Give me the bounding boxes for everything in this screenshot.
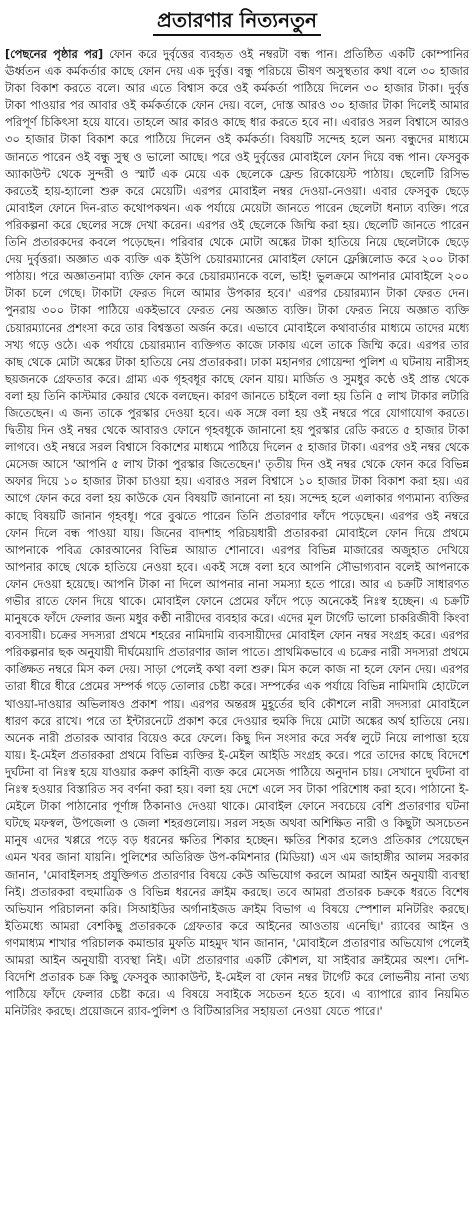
- headline: প্রতারণার নিত্যনতুন: [153, 8, 321, 36]
- headline-block: [5, 4, 469, 36]
- continued-from-kicker: [পেছনের পৃষ্ঠার পর]: [5, 48, 104, 61]
- body-paragraph: [5, 46, 469, 1020]
- body-text: ফোন করে দুর্বৃত্তের ব্যবহৃত ওই নম্বরটা বন্ধ পান। প্রতিষ্ঠিত একটি কোম্পানির ঊর্ধ্বতন এক কর্মকর্তার কাছে ফোন দেয় এক দুর্বৃত্ত। বন্ধু পরিচয়ে ভীষণ অসুস্থতার কথা বলে ৩০ হাজার টাকা বিকাশ করতে বলে। আর এতে বিশ্বাস করে ওই কর্মকর্তা পাঠিয়ে দিলেন ৩০ হাজার টাকা। দুর্বৃত্ত টাকা পাওয়ার পর আবার ওই কর্মকর্তাকে ফোন দেয়। বলে, দোস্ত আরও ৩০ হাজার টাকা দিলেই আমার পরিপূর্ণ চিকিৎসা হয়ে যাবে। তাহলে আর কারও কাছে ধার করতে হবে না। এবারও সরল বিশ্বাসে আরও ৩০ হাজার টাকা বিকাশ করে পাঠিয়ে দিলেন ওই কর্মকর্তা। বিষয়টি সন্দেহ হলে অন্য বন্ধুদের মাধ্যমে জানতে পারেন ওই বন্ধু সুস্থ ও ভালো আছে। পরে ওই দুর্বৃত্তের মোবাইলে ফোন দিয়ে বন্ধ পান। ফেসবুক অ্যাকাউন্ট থেকে সুন্দরী ও স্মার্ট এক মেয়ে এক ছেলেকে ফ্রেন্ড রিকোয়েস্ট পাঠায়। ছেলেটি রিসিভ করতেই হায়-হ্যালো শুরু করে মেয়েটি। এরপর মোবাইল নম্বর দেওয়া-নেওয়া। এবার ফেসবুক ছেড়ে মোবাইল ফোনে দিন-রাত কথোপকথন। এক পর্যায়ে মেয়েটা জানতে পারেন ছেলেটা ধনাঢ্য ব্যক্তি। পরে পরিকল্পনা করে ছেলের সঙ্গে দেখা করেন। এরপর ওই ছেলেকে জিম্মি করা হয়। ছেলেটি জানতে পারেন তিনি প্রতারকদের কবলে পড়েছেন। পরিবার থেকে মোটা অঙ্কের টাকা হাতিয়ে নিয়ে ছেলেটাকে ছেড়ে দেয় দুর্বৃত্তরা। অজ্ঞাত এক ব্যক্তি এক ইউপি চেয়ারম্যানের মোবাইল ফোনে ফ্লেক্সিলোড করে ২০০ টাকা পাঠায়। পরে অজ্ঞাতনামা ব্যক্তি ফোন করে চেয়ারম্যানকে বলে, ভাই! ভুলক্রমে আপনার মোবাইলে ২০০ টাকা চলে গেছে। টাকাটা ফেরত দিলে আমার উপকার হবে।' এরপর চেয়ারম্যান টাকা ফেরত দেন। পুনরায় ৩০০ টাকা পাঠিয়ে একইভাবে ফেরত নেয় অজ্ঞাত ব্যক্তি। টাকা ফেরত নিয়ে অজ্ঞাত ব্যক্তি চেয়ারম্যানের প্রশংসা করে তার বিশ্বস্ততা অর্জন করে। এভাবে মোবাইলে কথাবার্তার মাধ্যমে তাদের মধ্যে সখ্য গড়ে ওঠে। এক পর্যায়ে চেয়ারম্যান ব্যক্তিগত কাজে ঢাকায় এলে তাকে জিম্মি করে। এরপর তার কাছ থেকে মোটা অঙ্কের টাকা হাতিয়ে নেয় প্রতারকরা। ঢাকা মহানগর গোয়েন্দা পুলিশ এ ঘটনায় নারীসহ ছয়জনকে গ্রেফতার করে। গ্রাম্য এক গৃহবধূর কাছে ফোন যায়। মার্জিত ও সুমধুর কণ্ঠে ওই প্রান্ত থেকে বলা হয় তিনি কাস্টমার কেয়ার থেকে বলছেন। কারণ জানতে চাইলে বলা হয় তিনি ৫ লাখ টাকার লটারি জিতেছেন। এ জন্য তাকে পুরস্কার দেওয়া হবে। এক সঙ্গে বলা হয় ওই নম্বরে পরে যোগাযোগ করতে। দ্বিতীয় দিন ওই নম্বর থেকে আবারও ফোনে গৃহবধূকে জানানো হয় পুরস্কার রেডি করতে ৫ হাজার টাকা লাগবে। ওই নম্বরে সরল বিশ্বাসে বিকাশের মাধ্যমে পাঠিয়ে দিলেন ৫ হাজার টাকা। এরপর ওই নম্বর থেকে মেসেজ আসে 'আপনি ৫ লাখ টাকা পুরস্কার জিতেছেন।' তৃতীয় দিন ওই নম্বর থেকে ফোন করে বিভিন্ন অফার দিয়ে ১০ হাজার টাকা চাওয়া হয়। এবারও সরল বিশ্বাসে ১০ হাজার টাকা বিকাশ করা হয়। এর আগে ফোন করে বলা হয় কাউকে যেন বিষয়টি জানানো না হয়। সন্দেহ হলে এলাকার গণ্যমান্য ব্যক্তির কাছে বিষয়টি জানান গৃহবধূ। পরে বুঝতে পারেন তিনি প্রতারণার ফাঁদে পড়েছেন। এরপর ওই নম্বরে ফোন দিলে বন্ধ পাওয়া যায়। জিনের বাদশাহ পরিচয়ধারী প্রতারকরা মোবাইলে ফোন দিয়ে প্রথমে আপনাকে পবিত্র কোরআনের বিভিন্ন আয়াত শোনাবে। এরপর বিভিন্ন মাজারের অজুহাত দেখিয়ে আপনার কাছে থেকে হাতিয়ে নেওয়া হবে। একই সঙ্গে বলা হবে আপনি সৌভাগ্যবান বলেই আপনাকে ফোন দেওয়া হয়েছে। আপনি টাকা না দিলে আপনার নানা সমস্যা হতে পারে। আর এ চক্রটি সাধারণত গভীর রাতে ফোন দিয়ে থাকে। মোবাইল ফোনে প্রেমের ফাঁদে পড়ে অনেকেই নিঃস্ব হচ্ছেন। এ চক্রটি মানুষকে ফাঁদে ফেলার জন্য মধুর কণ্ঠী নারীদের ব্যবহার করে। এদের মূল টার্গেট ভালো চাকরিজীবী কিংবা ব্যবসায়ী। চক্রের সদস্যরা প্রথমে শহরের নামিদামি ব্যবসায়ীদের মোবাইল ফোন নম্বর সংগ্রহ করে। এরপর পরিকল্পনার ছক অনুযায়ী দীর্ঘমেয়াদি প্রতারণার জাল পাতে। প্রাথমিকভাবে এ চক্রের নারী সদস্যরা প্রথমে কাঙ্ক্ষিত নম্বরে মিস কল দেয়। সাড়া পেলেই কথা বলা শুরু। মিস কলে কাজ না হলে ফোন দেয়। এরপর তারা ধীরে ধীরে প্রেমের সম্পর্ক গড়ে তোলার চেষ্টা করে। সম্পর্কের এক পর্যায়ে বিভিন্ন নামিদামি হোটেলে খাওয়া-দাওয়ার অভিলাষও প্রকাশ পায়। এরপর অন্তরঙ্গ মুহূর্তের ছবি কৌশলে নারী সদস্যরা মোবাইলে ধারণ করে রাখে। পরে তা ইন্টারনেটে প্রকাশ করে দেওয়ার হুমকি দিয়ে মোটা অঙ্কের অর্থ হাতিয়ে নেয়। অনেক নারী প্রতারক আবার বিয়েও করে ফেলে। কিছু দিন সংসার করে সর্বস্ব লুটে নিয়ে লাপাত্তা হয়ে যায়। ই-মেইল প্রতারকরা প্রথমে বিভিন্ন ব্যক্তির ই-মেইল আইডি সংগ্রহ করে। পরে তাদের কাছে বিদেশে দুর্ঘটনা বা নিঃস্ব হয়ে যাওয়ার করুণ কাহিনী ব্যক্ত করে মেসেজ পাঠিয়ে অনুদান চায়। সেখানে দুর্ঘটনা বা নিঃস্ব হওয়ার বিস্তারিত সব বর্ণনা করা হয়। বলা হয় দেশে এলে সব টাকা পরিশোধ করা হবে। পাঠানো ই-মেইলে টাকা পাঠানোর পূর্ণাঙ্গ ঠিকানাও দেওয়া থাকে। মোবাইল ফোনে সবচেয়ে বেশি প্রতারণার ঘটনা ঘটছে মফস্বল, উপজেলা ও জেলা শহরগুলোয়। সরল সহজ অথবা অশিক্ষিত নারী ও কিছুটা অসচেতন মানুষ এদের খপ্পরে পড়ে বড় ধরনের ক্ষতির শিকার হচ্ছেন। ক্ষতির শিকার হলেও প্রতিকার পেয়েছেন এমন খবর জানা যায়নি। পুলিশের অতিরিক্ত উপ-কমিশনার (মিডিয়া) এস এম জাহাঙ্গীর আলম সরকার জানান, 'মোবাইলসহ প্রযুক্তিগত প্রতারণার বিষয়ে কেউ অভিযোগ করলে আমরা আইন অনুযায়ী ব্যবস্থা নিই। প্রতারকরা বহুমাত্রিক ও বিভিন্ন ধরনের ক্রাইম করছে। তবে আমরা প্রতারক চক্রকে ধরতে বিশেষ অভিযান পরিচালনা করি। সিআইডির অর্গানাইজড ক্রাইম বিভাগ এ বিষয়ে স্পেশাল মনিটরিং করছে। ইতিমধ্যে আমরা বেশকিছু প্রতারককে গ্রেফতার করে আইনের আওতায় এনেছি।' র‌্যাবের আইন ও গণমাধ্যম শাখার পরিচালক কমান্ডার মুফতি মাহমুদ খান জানান, 'মোবাইলে প্রতারণার অভিযোগ পেলেই আমরা আইন অনুযায়ী ব্যবস্থা নিই। এটা প্রতারণার একটি কৌশল, যা সাইবার ক্রাইমের অংশ। দেশি-বিদেশি প্রতারক চক্র কিছু ফেসবুক অ্যাকাউন্ট, ই-মেইল বা ফোন নম্বর টার্গেট করে লোভনীয় নানা তথ্য পাঠিয়ে ফাঁদে ফেলার চেষ্টা করে। এ বিষয়ে সবাইকে সচেতন হতে হবে। এ ব্যাপারে র‌্যাব নিয়মিত মনিটরিং করছে। প্রয়োজনে র‌্যাব-পুলিশ ও বিটিআরসির সহায়তা নেওয়া যেতে পারে।': [5, 48, 470, 1019]
- article-body: [5, 46, 469, 1020]
